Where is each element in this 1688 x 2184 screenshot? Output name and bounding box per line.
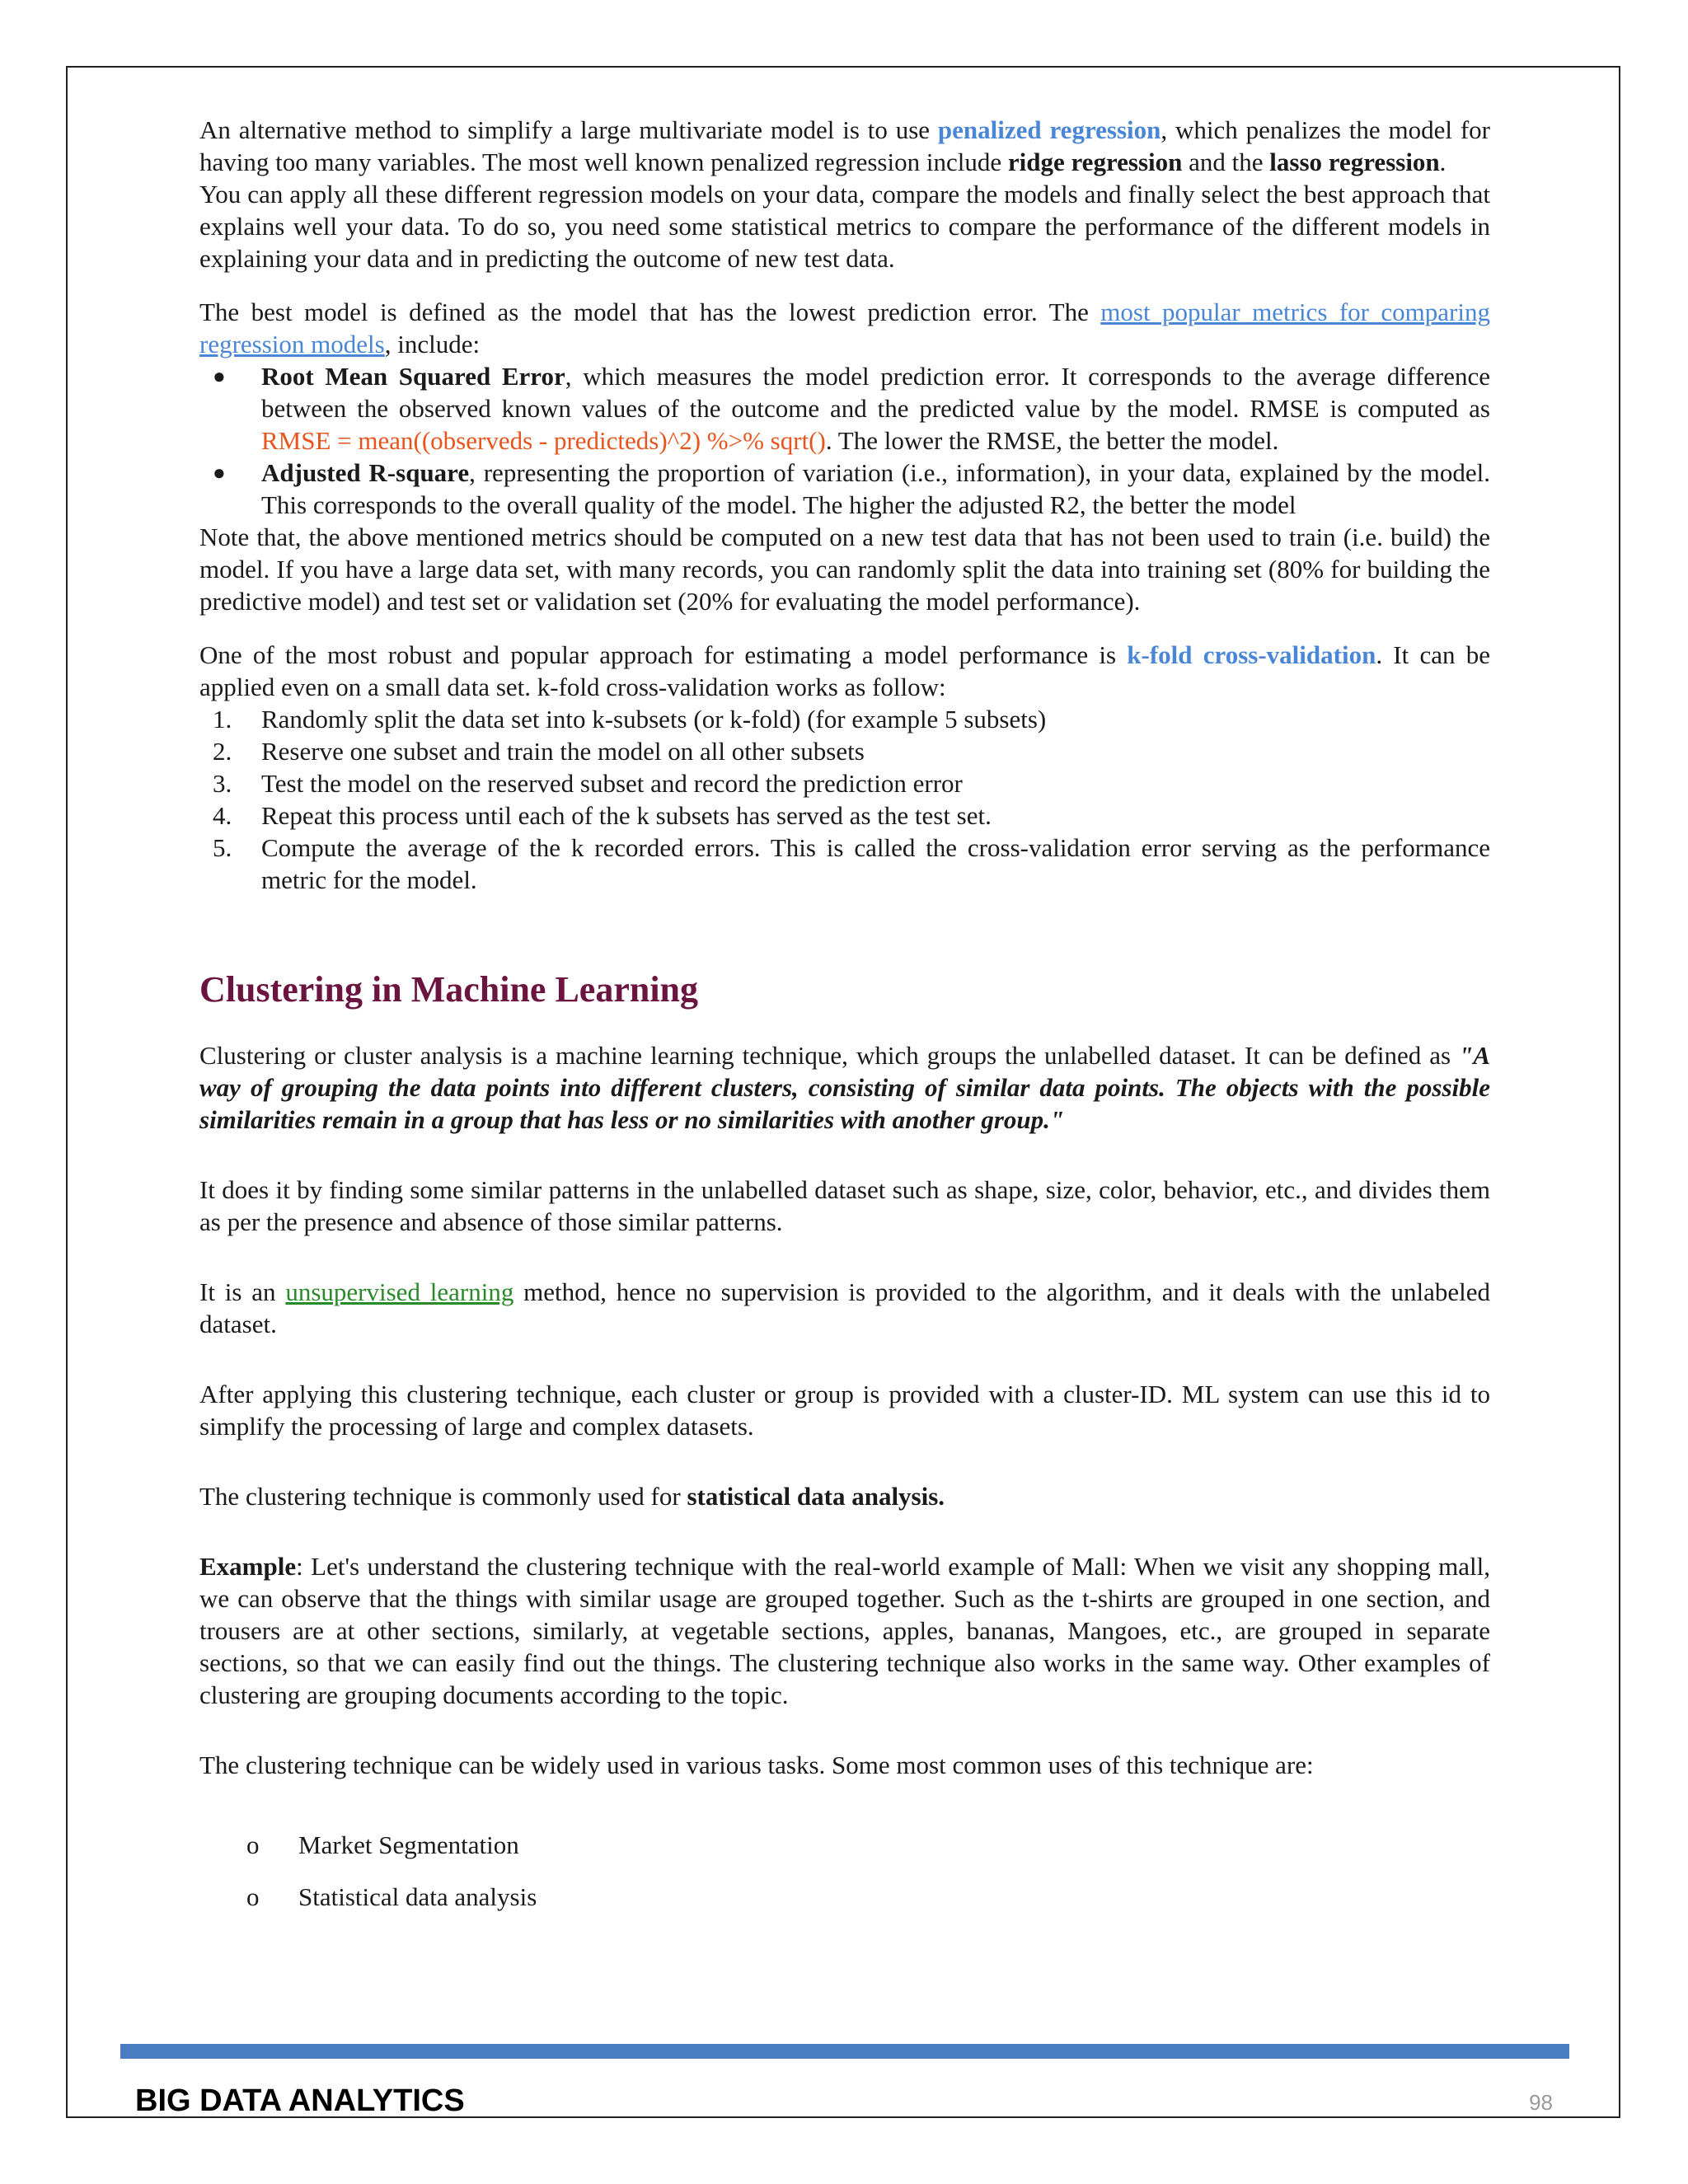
paragraph-penalized [199, 114, 1490, 178]
term-lasso-regression: lasso regression [1269, 148, 1440, 176]
link-metrics[interactable]: most popular metrics for comparing regression models [199, 298, 1490, 359]
paragraph-kfold [199, 639, 1490, 703]
paragraph-cluster-id: After applying this clustering technique, each cluster or group is provided with a cluster-ID. ML system can use this id to simplify the processing of large and complex datasets. [199, 1380, 1490, 1441]
text: and the [1182, 148, 1270, 176]
paragraph-best-model [199, 296, 1490, 360]
paragraph-statistical [199, 1480, 1490, 1512]
text: . The lower the RMSE, the better the model. [825, 426, 1279, 455]
code-rmse: RMSE = mean((observeds - predicteds)^2) %>% sqrt() [261, 426, 826, 455]
term-statistical-analysis: statistical data analysis. [687, 1482, 945, 1511]
list-item [199, 767, 1490, 799]
text: . It can be applied even on a small data set. k-fold cross-validation works as follow: [199, 640, 1490, 701]
step-text: Repeat this process until each of the k subsets has served as the test set. [261, 801, 992, 830]
text: . [1439, 148, 1447, 176]
paragraph-clustering-definition [199, 1039, 1490, 1136]
term-example: Example [199, 1552, 297, 1581]
spacer [199, 1442, 1490, 1480]
spacer [199, 274, 1490, 296]
paragraph-compare-models: You can apply all these different regression models on your data, compare the models and finally select the best approach that explains well your data. To do so, you need some statistical metrics to compare the performance of the different models in explaining your data and in predicting the outcome of new test data. [199, 180, 1490, 273]
text: The clustering technique is commonly used for [199, 1482, 687, 1511]
list-item-rmse [199, 360, 1490, 457]
term-rmse: Root Mean Squared Error [261, 362, 565, 391]
term-penalized-regression: penalized regression [937, 115, 1161, 144]
text: , representing the proportion of variation (i.e., information), in your data, explained by the model. This corresponds to the overall quality of the model. The higher the adjusted R2, the better the model [261, 458, 1490, 519]
list-item [199, 1881, 1490, 1913]
section-heading: Clustering in Machine Learning [199, 969, 699, 1010]
footer-bar [120, 2044, 1569, 2059]
footer-title: BIG DATA ANALYTICS [135, 2083, 465, 2118]
spacer [199, 1512, 1490, 1550]
step-number: 2. [213, 737, 232, 766]
spacer [199, 617, 1490, 639]
spacer [199, 1238, 1490, 1276]
term-adjusted-r2: Adjusted R-square [261, 458, 470, 487]
spacer [199, 1013, 1490, 1039]
step-number: 1. [213, 705, 232, 733]
paragraph-example [199, 1550, 1490, 1711]
circle-bullet-icon: o [246, 1882, 260, 1911]
page-content [199, 114, 1490, 1933]
step-number: 4. [213, 801, 232, 830]
bullet-icon: ● [213, 364, 226, 388]
spacer [199, 1781, 1490, 1829]
step-text: Compute the average of the k recorded errors. This is called the cross-validation error serving as the performance metric for the model. [261, 833, 1490, 894]
definition-quote: "A way of grouping the data points into different clusters, consisting of similar data points. The objects with the possible similarities remain in a group that has less or no similarities with another group." [199, 1041, 1490, 1134]
kfold-steps [199, 703, 1490, 896]
spacer [199, 1340, 1490, 1378]
step-number: 3. [213, 769, 232, 798]
spacer [199, 1136, 1490, 1174]
step-text: Randomly split the data set into k-subsets (or k-fold) (for example 5 subsets) [261, 705, 1047, 733]
list-item [199, 1829, 1490, 1861]
text: Clustering or cluster analysis is a machine learning technique, which groups the unlabelled dataset. It can be defined as [199, 1041, 1460, 1070]
uses-list [199, 1829, 1490, 1913]
list-item [199, 832, 1490, 896]
list-item [199, 799, 1490, 832]
text: , which penalizes the model for having too many variables. The most well known penalized regression include [199, 115, 1490, 176]
term-ridge-regression: ridge regression [1007, 148, 1183, 176]
paragraph-patterns: It does it by finding some similar patterns in the unlabelled dataset such as shape, size, color, behavior, etc., and divides them as per the presence and absence of those similar patterns. [199, 1175, 1490, 1236]
text: method, hence no supervision is provided to the algorithm, and it deals with the unlabeled dataset. [199, 1277, 1490, 1338]
text: The best model is defined as the model that has the lowest prediction error. The [199, 298, 1101, 326]
circle-bullet-icon: o [246, 1830, 260, 1859]
text: , which measures the model prediction error. It corresponds to the average difference between the observed known values of the outcome and the predicted value by the model. RMSE is computed as [261, 362, 1490, 423]
step-text: Test the model on the reserved subset and record the prediction error [261, 769, 963, 798]
paragraph-uses: The clustering technique can be widely used in various tasks. Some most common uses of this technique are: [199, 1750, 1314, 1779]
text: One of the most robust and popular approach for estimating a model performance is [199, 640, 1128, 669]
spacer [199, 1711, 1490, 1749]
use-text: Statistical data analysis [298, 1882, 537, 1911]
metrics-list [199, 360, 1490, 521]
text: An alternative method to simplify a large multivariate model is to use [199, 115, 938, 144]
bullet-icon: ● [213, 461, 226, 485]
text: , include: [384, 330, 481, 359]
list-item-adjusted-r2 [199, 457, 1490, 521]
list-item [199, 735, 1490, 767]
paragraph-unsupervised [199, 1276, 1490, 1340]
link-unsupervised-learning[interactable]: unsupervised learning [285, 1277, 514, 1306]
spacer [199, 896, 1490, 967]
step-text: Reserve one subset and train the model on all other subsets [261, 737, 865, 766]
page-number: 98 [1529, 2090, 1553, 2115]
text: It is an [199, 1277, 286, 1306]
text: : Let's understand the clustering technique with the real-world example of Mall: When we visit any shopping mall, we can observe that the things with similar usage are grouped together. Such as the t-shirts are grouped in one section, and trousers are at other sections, similarly, at vegetable sections, apples, bananas, Mangoes, etc., are grouped in separate sections, so that we can easily find out the things. The clustering technique also works in the same way. Other examples of clustering are grouping documents according to the topic. [199, 1552, 1490, 1709]
step-number: 5. [213, 833, 232, 862]
term-kfold: k-fold cross-validation [1127, 640, 1376, 669]
use-text: Market Segmentation [298, 1830, 519, 1859]
paragraph-note: Note that, the above mentioned metrics should be computed on a new test data that has not been used to train (i.e. build) the model. If you have a large data set, with many records, you can randomly split the data into training set (80% for building the predictive model) and test set or validation set (20% for evaluating the model performance). [199, 523, 1490, 616]
list-item [199, 703, 1490, 735]
